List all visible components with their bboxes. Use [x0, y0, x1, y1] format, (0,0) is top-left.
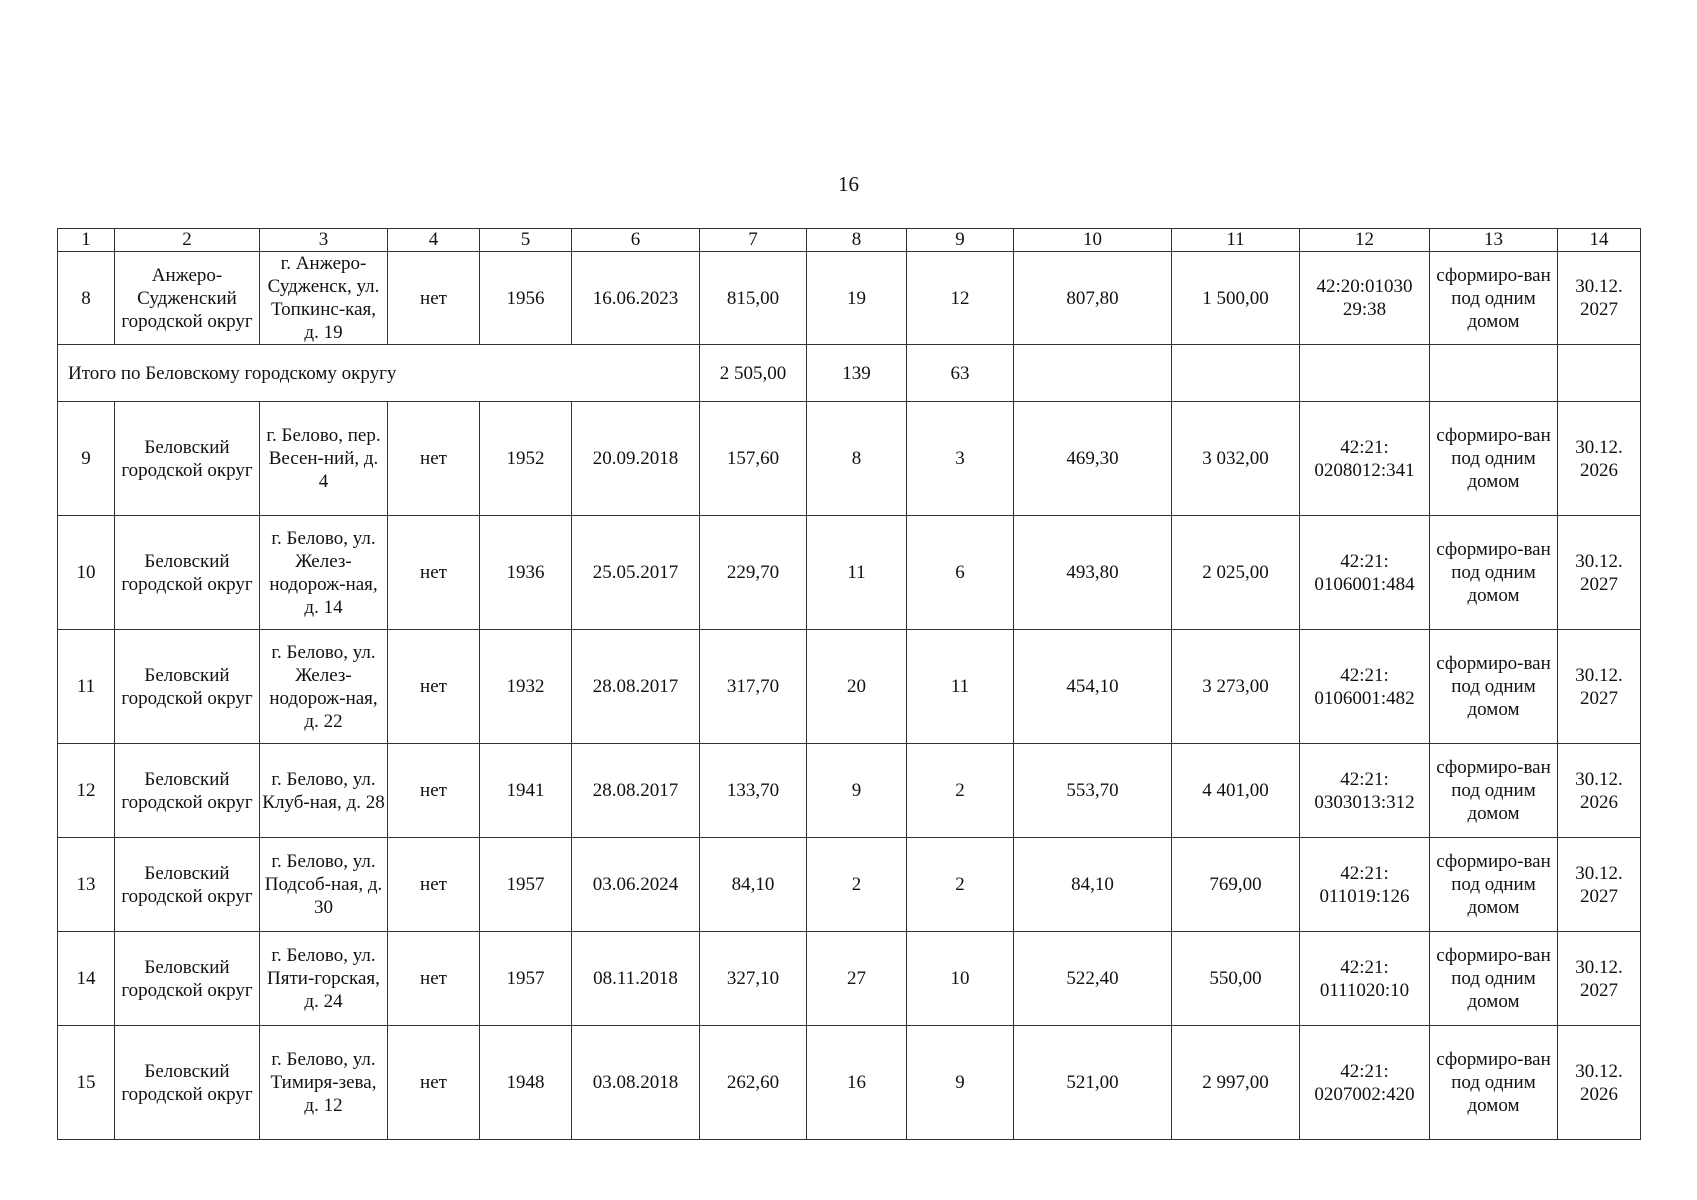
table-cell: 25.05.2017 — [572, 516, 700, 630]
address-cell: г. Белово, пер. Весен-ний, д. 4 — [260, 402, 388, 516]
row-number: 14 — [58, 932, 115, 1026]
column-number: 12 — [1300, 229, 1430, 252]
table-cell: 6 — [907, 516, 1014, 630]
address-cell: г. Белово, ул. Подсоб-ная, д. 30 — [260, 838, 388, 932]
district-cell: Беловский городской округ — [115, 402, 260, 516]
summary-row — [58, 345, 1641, 402]
summary-cell: 139 — [807, 345, 907, 402]
table-cell: 550,00 — [1172, 932, 1300, 1026]
column-number: 14 — [1558, 229, 1641, 252]
table-cell: 1957 — [480, 838, 572, 932]
address-cell: г. Анжеро-Судженск, ул. Топкинс-кая, д. 19 — [260, 252, 388, 345]
column-number: 1 — [58, 229, 115, 252]
deadline-cell: 30.12. 2027 — [1558, 516, 1641, 630]
deadline-cell: 30.12. 2026 — [1558, 1026, 1641, 1140]
table-cell: 807,80 — [1014, 252, 1172, 345]
table-cell: 19 — [807, 252, 907, 345]
table-row — [58, 516, 1641, 630]
table-cell — [1172, 345, 1300, 402]
column-number: 10 — [1014, 229, 1172, 252]
district-cell: Беловский городской округ — [115, 838, 260, 932]
table-cell: 12 — [907, 252, 1014, 345]
table-cell: 1952 — [480, 402, 572, 516]
summary-label: Итого по Беловскому городскому округу — [58, 345, 700, 402]
table-cell: 1941 — [480, 744, 572, 838]
table-cell: 4 401,00 — [1172, 744, 1300, 838]
table-cell: 133,70 — [700, 744, 807, 838]
table-cell: 9 — [907, 1026, 1014, 1140]
page-number: 16 — [838, 172, 859, 196]
table-cell: 2 — [907, 744, 1014, 838]
table-row — [58, 402, 1641, 516]
row-number: 15 — [58, 1026, 115, 1140]
table-cell: 16 — [807, 1026, 907, 1140]
address-cell: г. Белово, ул. Пяти-горская, д. 24 — [260, 932, 388, 1026]
column-number-row — [58, 229, 1641, 252]
table-cell: 2 — [907, 838, 1014, 932]
cadastral-number-cell: 42:20:01030 29:38 — [1300, 252, 1430, 345]
table-cell: нет — [388, 252, 480, 345]
table-cell: 1957 — [480, 932, 572, 1026]
table-row — [58, 630, 1641, 744]
column-number: 6 — [572, 229, 700, 252]
table-cell: 469,30 — [1014, 402, 1172, 516]
deadline-cell: 30.12. 2026 — [1558, 744, 1641, 838]
table-cell: 10 — [907, 932, 1014, 1026]
table-cell: 28.08.2017 — [572, 630, 700, 744]
table-cell: 157,60 — [700, 402, 807, 516]
cadastral-number-cell: 42:21: 0106001:484 — [1300, 516, 1430, 630]
table-cell: нет — [388, 402, 480, 516]
table-cell: 493,80 — [1014, 516, 1172, 630]
table-cell: 553,70 — [1014, 744, 1172, 838]
column-number: 5 — [480, 229, 572, 252]
table-cell: 16.06.2023 — [572, 252, 700, 345]
table-cell: 20.09.2018 — [572, 402, 700, 516]
table-cell: 327,10 — [700, 932, 807, 1026]
district-cell: Беловский городской округ — [115, 516, 260, 630]
table-row — [58, 744, 1641, 838]
table-cell: сформиро-ван под одним домом — [1430, 932, 1558, 1026]
table-cell: 2 997,00 — [1172, 1026, 1300, 1140]
table-cell: сформиро-ван под одним домом — [1430, 744, 1558, 838]
table-cell: сформиро-ван под одним домом — [1430, 838, 1558, 932]
summary-cell: 2 505,00 — [700, 345, 807, 402]
table-cell: 769,00 — [1172, 838, 1300, 932]
table-cell — [1300, 345, 1430, 402]
table-cell: нет — [388, 516, 480, 630]
table-cell: 84,10 — [700, 838, 807, 932]
column-number: 3 — [260, 229, 388, 252]
table-cell: 522,40 — [1014, 932, 1172, 1026]
table-cell: 815,00 — [700, 252, 807, 345]
table-cell: 521,00 — [1014, 1026, 1172, 1140]
table-cell: 1956 — [480, 252, 572, 345]
deadline-cell: 30.12. 2027 — [1558, 252, 1641, 345]
summary-cell: 63 — [907, 345, 1014, 402]
column-number: 13 — [1430, 229, 1558, 252]
table-cell: 03.08.2018 — [572, 1026, 700, 1140]
table-row — [58, 838, 1641, 932]
table-cell: 454,10 — [1014, 630, 1172, 744]
column-number: 7 — [700, 229, 807, 252]
cadastral-number-cell: 42:21: 0111020:10 — [1300, 932, 1430, 1026]
table-cell: 1948 — [480, 1026, 572, 1140]
table-cell: 84,10 — [1014, 838, 1172, 932]
district-cell: Анжеро-Судженский городской округ — [115, 252, 260, 345]
column-number: 9 — [907, 229, 1014, 252]
table-cell: 03.06.2024 — [572, 838, 700, 932]
row-number: 12 — [58, 744, 115, 838]
cadastral-number-cell: 42:21: 0207002:420 — [1300, 1026, 1430, 1140]
column-number: 2 — [115, 229, 260, 252]
table-cell: 2 — [807, 838, 907, 932]
table-cell: нет — [388, 838, 480, 932]
table-cell: 11 — [907, 630, 1014, 744]
table-cell: 27 — [807, 932, 907, 1026]
district-cell: Беловский городской округ — [115, 630, 260, 744]
table-cell: нет — [388, 630, 480, 744]
table-cell: 1932 — [480, 630, 572, 744]
address-cell: г. Белово, ул. Желез-нодорож-ная, д. 22 — [260, 630, 388, 744]
table-cell: сформиро-ван под одним домом — [1430, 252, 1558, 345]
table-cell: 2 025,00 — [1172, 516, 1300, 630]
row-number: 9 — [58, 402, 115, 516]
deadline-cell: 30.12. 2026 — [1558, 402, 1641, 516]
table-cell: 11 — [807, 516, 907, 630]
deadline-cell: 30.12. 2027 — [1558, 838, 1641, 932]
table-cell: 08.11.2018 — [572, 932, 700, 1026]
table-row — [58, 932, 1641, 1026]
table-cell: нет — [388, 1026, 480, 1140]
table-cell: нет — [388, 744, 480, 838]
table-cell: 1 500,00 — [1172, 252, 1300, 345]
table-cell: 229,70 — [700, 516, 807, 630]
table-cell: 3 032,00 — [1172, 402, 1300, 516]
cadastral-number-cell: 42:21: 0208012:341 — [1300, 402, 1430, 516]
deadline-cell: 30.12. 2027 — [1558, 932, 1641, 1026]
row-number: 13 — [58, 838, 115, 932]
address-cell: г. Белово, ул. Желез-нодорож-ная, д. 14 — [260, 516, 388, 630]
table-cell: 28.08.2017 — [572, 744, 700, 838]
table-cell: нет — [388, 932, 480, 1026]
table-cell: сформиро-ван под одним домом — [1430, 402, 1558, 516]
housing-registry-table — [57, 228, 1641, 1140]
table-cell — [1558, 345, 1641, 402]
row-number: 8 — [58, 252, 115, 345]
cadastral-number-cell: 42:21: 011019:126 — [1300, 838, 1430, 932]
column-number: 4 — [388, 229, 480, 252]
table-cell: 9 — [807, 744, 907, 838]
table-cell: сформиро-ван под одним домом — [1430, 1026, 1558, 1140]
district-cell: Беловский городской округ — [115, 1026, 260, 1140]
deadline-cell: 30.12. 2027 — [1558, 630, 1641, 744]
address-cell: г. Белово, ул. Тимиря-зева, д. 12 — [260, 1026, 388, 1140]
address-cell: г. Белово, ул. Клуб-ная, д. 28 — [260, 744, 388, 838]
row-number: 10 — [58, 516, 115, 630]
table-row — [58, 1026, 1641, 1140]
table-cell: 1936 — [480, 516, 572, 630]
table-row — [58, 252, 1641, 345]
column-number: 11 — [1172, 229, 1300, 252]
district-cell: Беловский городской округ — [115, 744, 260, 838]
cadastral-number-cell: 42:21: 0303013:312 — [1300, 744, 1430, 838]
table-cell: 262,60 — [700, 1026, 807, 1140]
cadastral-number-cell: 42:21: 0106001:482 — [1300, 630, 1430, 744]
table-cell: 3 273,00 — [1172, 630, 1300, 744]
table-cell — [1430, 345, 1558, 402]
table-cell: 317,70 — [700, 630, 807, 744]
district-cell: Беловский городской округ — [115, 932, 260, 1026]
row-number: 11 — [58, 630, 115, 744]
table-cell: сформиро-ван под одним домом — [1430, 516, 1558, 630]
table-cell: сформиро-ван под одним домом — [1430, 630, 1558, 744]
table-cell: 8 — [807, 402, 907, 516]
table-cell: 3 — [907, 402, 1014, 516]
table-cell — [1014, 345, 1172, 402]
table-cell: 20 — [807, 630, 907, 744]
column-number: 8 — [807, 229, 907, 252]
